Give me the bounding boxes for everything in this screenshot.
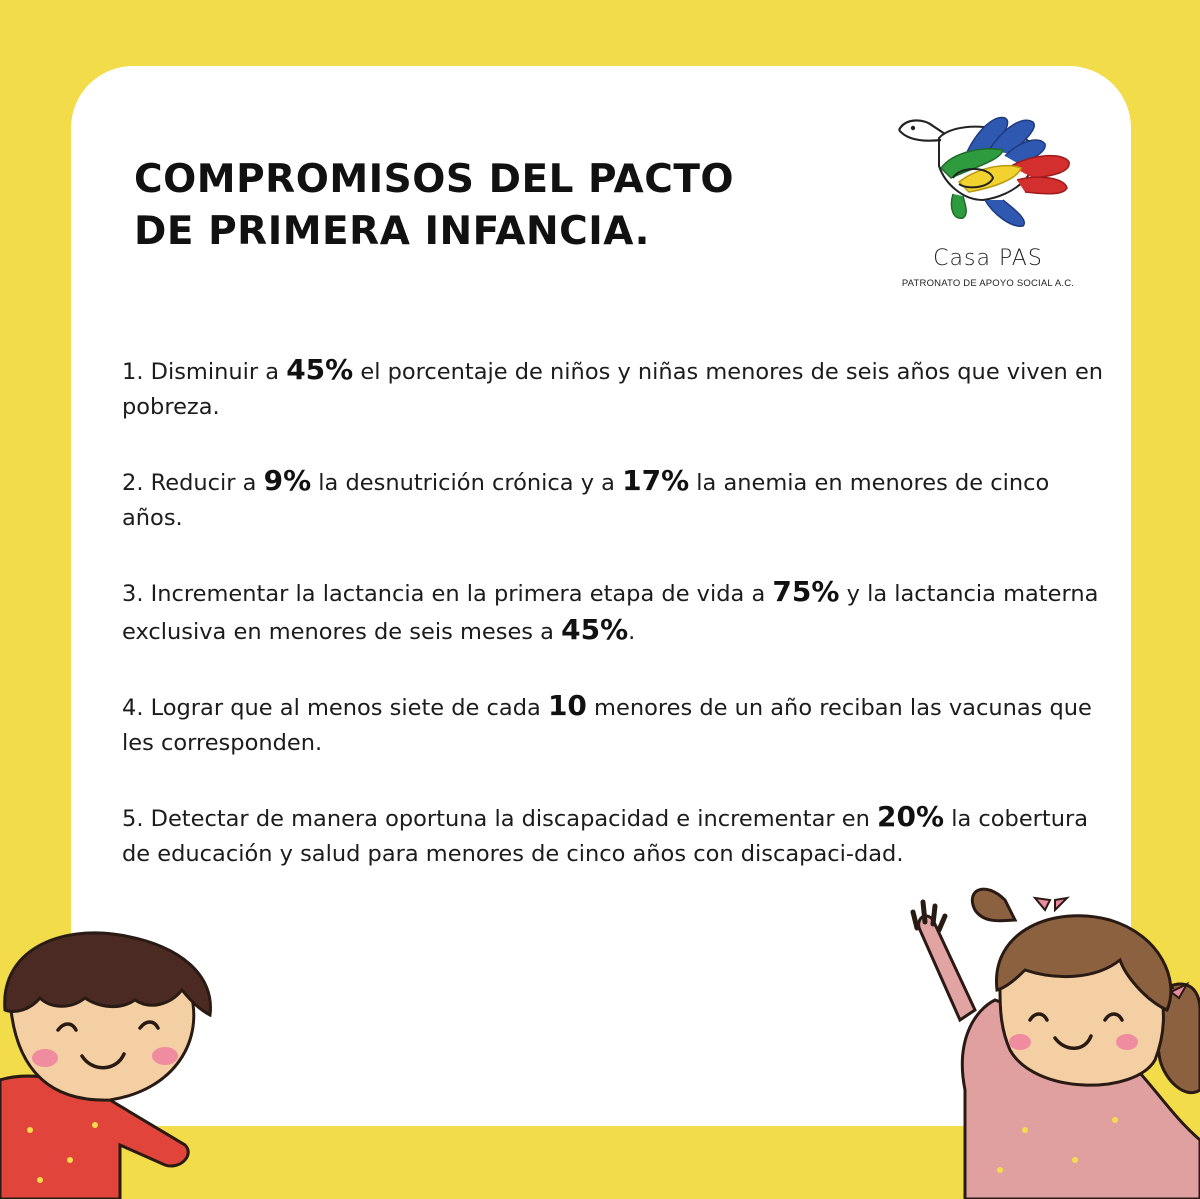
title-line-1: COMPROMISOS DEL PACTO (134, 157, 735, 202)
list-item: 3. Incrementar la lactancia en la primera etapa de vida a 75% y la lactancia materna exclusiva en menores de seis meses a 45%. (122, 575, 1099, 646)
logo-subtitle: PATRONATO DE APOYO SOCIAL A.C. (901, 278, 1075, 289)
highlight-value: 20% (877, 800, 945, 833)
highlight-value: 45% (286, 353, 354, 386)
girl-illustration (905, 880, 1200, 1199)
turtle-hands-icon (893, 104, 1083, 244)
list-item: 1. Disminuir a 45% el porcentaje de niños y niñas menores de seis años que viven en pobreza. (122, 353, 1104, 420)
boy-illustration (0, 930, 230, 1199)
casa-pas-logo (893, 104, 1083, 294)
page-title (134, 154, 854, 258)
highlight-value: 45% (561, 613, 629, 646)
commitments-list (122, 352, 1112, 872)
list-item: 5. Detectar de manera oportuna la discapacidad e incrementar en 20% la cobertura de educación y salud para menores de cinco años con discapaci-dad. (122, 800, 1089, 867)
highlight-value: 75% (772, 575, 840, 608)
highlight-value: 10 (547, 689, 587, 722)
highlight-value: 17% (622, 464, 690, 497)
title-line-2: DE PRIMERA INFANCIA. (134, 209, 650, 254)
highlight-value: 9% (263, 464, 312, 497)
list-item: 2. Reducir a 9% la desnutrición crónica y a 17% la anemia en menores de cinco años. (122, 464, 1050, 531)
list-item: 4. Lograr que al menos siete de cada 10 menores de un año reciban las vacunas que les corresponden. (122, 689, 1092, 756)
logo-name: Casa PAS (933, 246, 1043, 271)
